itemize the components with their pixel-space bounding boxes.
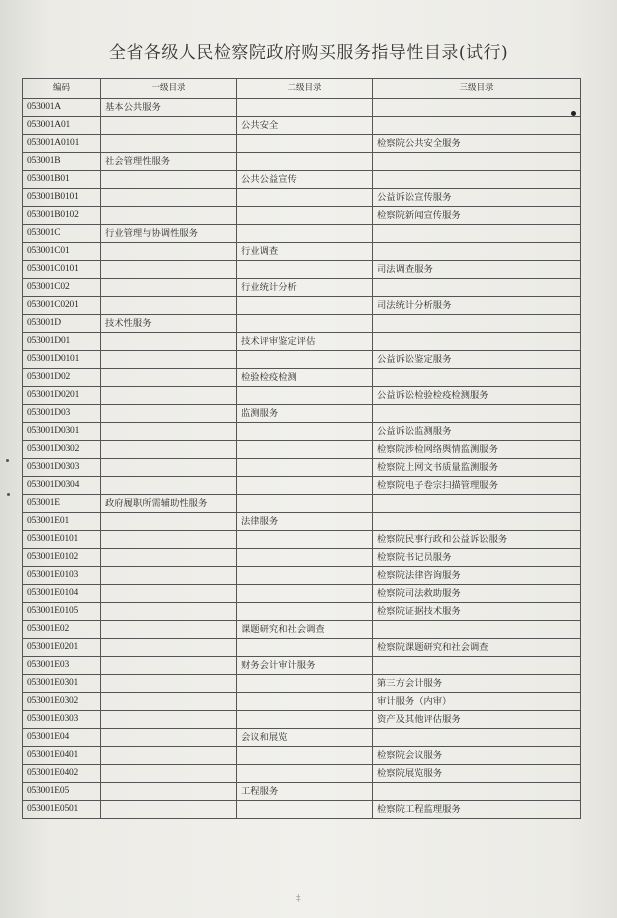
cell-level3 (373, 657, 581, 675)
table-row (23, 531, 581, 549)
table-row (23, 171, 581, 189)
table-row (23, 621, 581, 639)
header-level3: 三级目录 (373, 79, 581, 99)
cell-level3 (373, 225, 581, 243)
table-row (23, 747, 581, 765)
cell-level1 (101, 747, 237, 765)
cell-code: 053001A0101 (23, 135, 101, 153)
cell-level2 (237, 189, 373, 207)
cell-level2 (237, 387, 373, 405)
cell-code: 053001E05 (23, 783, 101, 801)
cell-code: 053001C (23, 225, 101, 243)
cell-code: 053001D01 (23, 333, 101, 351)
cell-code: 053001D0302 (23, 441, 101, 459)
table-row (23, 711, 581, 729)
cell-level3 (373, 279, 581, 297)
cell-level3: 检察院上网文书质量监测服务 (373, 459, 581, 477)
cell-level1 (101, 297, 237, 315)
catalog-body (23, 99, 581, 819)
table-row (23, 315, 581, 333)
cell-level2: 法律服务 (237, 513, 373, 531)
cell-level2 (237, 441, 373, 459)
cell-level1 (101, 783, 237, 801)
table-row (23, 459, 581, 477)
cell-code: 053001E0103 (23, 567, 101, 585)
cell-level2 (237, 693, 373, 711)
cell-level1 (101, 369, 237, 387)
table-row (23, 675, 581, 693)
cell-level3: 检察院证据技术服务 (373, 603, 581, 621)
table-row (23, 117, 581, 135)
cell-code: 053001D (23, 315, 101, 333)
cell-level3: 审计服务（内审） (373, 693, 581, 711)
cell-level2 (237, 567, 373, 585)
cell-level2 (237, 675, 373, 693)
cell-level2: 财务会计审计服务 (237, 657, 373, 675)
cell-level1 (101, 171, 237, 189)
cell-code: 053001C0101 (23, 261, 101, 279)
cell-level1 (101, 279, 237, 297)
cell-level3 (373, 243, 581, 261)
cell-level2 (237, 135, 373, 153)
cell-code: 053001D0301 (23, 423, 101, 441)
cell-code: 053001D0303 (23, 459, 101, 477)
cell-level2 (237, 351, 373, 369)
cell-code: 053001E03 (23, 657, 101, 675)
cell-level2: 行业统计分析 (237, 279, 373, 297)
cell-code: 053001E0501 (23, 801, 101, 819)
cell-level2 (237, 459, 373, 477)
cell-level1: 社会管理性服务 (101, 153, 237, 171)
cell-level3: 检察院涉检网络舆情监测服务 (373, 441, 581, 459)
table-row (23, 513, 581, 531)
cell-level3 (373, 729, 581, 747)
cell-code: 053001E0301 (23, 675, 101, 693)
cell-level3: 公益诉讼鉴定服务 (373, 351, 581, 369)
table-row (23, 549, 581, 567)
table-row (23, 567, 581, 585)
cell-level3: 检察院工程监理服务 (373, 801, 581, 819)
cell-level2 (237, 261, 373, 279)
cell-level1 (101, 441, 237, 459)
table-row (23, 189, 581, 207)
cell-level1 (101, 531, 237, 549)
cell-level3: 司法调查服务 (373, 261, 581, 279)
cell-level1 (101, 657, 237, 675)
table-row (23, 405, 581, 423)
cell-code: 053001E01 (23, 513, 101, 531)
cell-level1 (101, 693, 237, 711)
cell-level2: 工程服务 (237, 783, 373, 801)
cell-level1 (101, 549, 237, 567)
cell-level2 (237, 315, 373, 333)
cell-code: 053001E04 (23, 729, 101, 747)
header-code: 编码 (23, 79, 101, 99)
cell-code: 053001E0401 (23, 747, 101, 765)
cell-code: 053001E0101 (23, 531, 101, 549)
table-row (23, 801, 581, 819)
cell-code: 053001D02 (23, 369, 101, 387)
cell-level2: 监测服务 (237, 405, 373, 423)
cell-code: 053001E0104 (23, 585, 101, 603)
cell-code: 053001A01 (23, 117, 101, 135)
cell-level3: 公益诉讼检验检疫检测服务 (373, 387, 581, 405)
header-level1: 一级目录 (101, 79, 237, 99)
margin-speck (571, 111, 576, 116)
cell-code: 053001B01 (23, 171, 101, 189)
cell-level1 (101, 585, 237, 603)
table-row (23, 225, 581, 243)
cell-level1 (101, 621, 237, 639)
cell-level2: 行业调查 (237, 243, 373, 261)
cell-level3 (373, 369, 581, 387)
cell-level2 (237, 747, 373, 765)
cell-level3 (373, 783, 581, 801)
table-row (23, 99, 581, 117)
cell-level3: 资产及其他评估服务 (373, 711, 581, 729)
cell-level3: 检察院课题研究和社会调查 (373, 639, 581, 657)
cell-code: 053001E0201 (23, 639, 101, 657)
cell-code: 053001C02 (23, 279, 101, 297)
cell-level3: 检察院书记员服务 (373, 549, 581, 567)
cell-code: 053001E0105 (23, 603, 101, 621)
cell-level2 (237, 207, 373, 225)
table-row (23, 279, 581, 297)
table-header-row (23, 79, 581, 99)
cell-code: 053001E0102 (23, 549, 101, 567)
cell-level1 (101, 801, 237, 819)
cell-level2 (237, 711, 373, 729)
cell-level1 (101, 603, 237, 621)
margin-speck (6, 459, 9, 462)
cell-level3: 第三方会计服务 (373, 675, 581, 693)
cell-level1 (101, 675, 237, 693)
cell-code: 053001C0201 (23, 297, 101, 315)
cell-level3: 检察院电子卷宗扫描管理服务 (373, 477, 581, 495)
table-row (23, 657, 581, 675)
cell-code: 053001C01 (23, 243, 101, 261)
table-row (23, 495, 581, 513)
cell-level3 (373, 171, 581, 189)
cell-level1 (101, 261, 237, 279)
cell-level2 (237, 603, 373, 621)
cell-level3: 检察院法律咨询服务 (373, 567, 581, 585)
table-row (23, 783, 581, 801)
cell-code: 053001B0102 (23, 207, 101, 225)
table-row (23, 639, 581, 657)
cell-level2 (237, 99, 373, 117)
table-row (23, 693, 581, 711)
cell-level2: 公共安全 (237, 117, 373, 135)
table-row (23, 423, 581, 441)
cell-level2 (237, 495, 373, 513)
cell-code: 053001E (23, 495, 101, 513)
cell-level2: 检验检疫检测 (237, 369, 373, 387)
table-row (23, 729, 581, 747)
table-row (23, 441, 581, 459)
cell-level2 (237, 801, 373, 819)
cell-level1 (101, 351, 237, 369)
cell-level2: 技术评审鉴定评估 (237, 333, 373, 351)
cell-level1: 政府履职所需辅助性服务 (101, 495, 237, 513)
cell-level1 (101, 387, 237, 405)
cell-level3: 检察院司法救助服务 (373, 585, 581, 603)
cell-code: 053001A (23, 99, 101, 117)
table-row (23, 477, 581, 495)
cell-level3: 检察院公共安全服务 (373, 135, 581, 153)
cell-level1 (101, 639, 237, 657)
cell-level1 (101, 189, 237, 207)
cell-level1: 基本公共服务 (101, 99, 237, 117)
cell-code: 053001B0101 (23, 189, 101, 207)
cell-level1 (101, 729, 237, 747)
cell-level2 (237, 297, 373, 315)
table-row (23, 603, 581, 621)
table-row (23, 351, 581, 369)
cell-level1 (101, 333, 237, 351)
cell-level1 (101, 207, 237, 225)
cell-level3 (373, 315, 581, 333)
cell-level3 (373, 153, 581, 171)
header-level2: 二级目录 (237, 79, 373, 99)
cell-level1 (101, 423, 237, 441)
cell-level1 (101, 135, 237, 153)
table-row (23, 297, 581, 315)
cell-code: 053001E0402 (23, 765, 101, 783)
table-row (23, 369, 581, 387)
cell-level1 (101, 567, 237, 585)
cell-level3 (373, 621, 581, 639)
cell-level3: 检察院新闻宣传服务 (373, 207, 581, 225)
cell-level1 (101, 117, 237, 135)
cell-level3 (373, 513, 581, 531)
cell-level2: 会议和展览 (237, 729, 373, 747)
catalog-table (22, 78, 581, 819)
cell-level1 (101, 405, 237, 423)
cell-code: 053001E02 (23, 621, 101, 639)
cell-level1: 技术性服务 (101, 315, 237, 333)
cell-code: 053001B (23, 153, 101, 171)
cell-level1 (101, 477, 237, 495)
page-title: 全省各级人民检察院政府购买服务指导性目录(试行) (108, 43, 509, 63)
cell-code: 053001D0201 (23, 387, 101, 405)
table-row (23, 387, 581, 405)
cell-level3 (373, 495, 581, 513)
cell-level2 (237, 549, 373, 567)
cell-level3 (373, 99, 581, 117)
table-row (23, 207, 581, 225)
margin-speck (7, 493, 10, 496)
cell-level2: 公共公益宣传 (237, 171, 373, 189)
cell-level3: 检察院展览服务 (373, 765, 581, 783)
table-row (23, 243, 581, 261)
cell-level3: 公益诉讼监测服务 (373, 423, 581, 441)
cell-level1 (101, 513, 237, 531)
cell-level3: 公益诉讼宣传服务 (373, 189, 581, 207)
cell-level3: 检察院民事行政和公益诉讼服务 (373, 531, 581, 549)
cell-level2 (237, 153, 373, 171)
cell-code: 053001D03 (23, 405, 101, 423)
table-row (23, 333, 581, 351)
cell-level2 (237, 423, 373, 441)
table-row (23, 765, 581, 783)
cell-level1 (101, 765, 237, 783)
cell-level2 (237, 225, 373, 243)
cell-level3: 检察院会议服务 (373, 747, 581, 765)
cell-code: 053001E0303 (23, 711, 101, 729)
table-row (23, 135, 581, 153)
table-row (23, 153, 581, 171)
cell-level3 (373, 405, 581, 423)
cell-code: 053001D0304 (23, 477, 101, 495)
cell-level3 (373, 333, 581, 351)
cell-code: 053001D0101 (23, 351, 101, 369)
table-row (23, 261, 581, 279)
cell-level1 (101, 243, 237, 261)
footer-mark: ‡ (296, 894, 301, 904)
table-row (23, 585, 581, 603)
cell-level2 (237, 477, 373, 495)
cell-level1: 行业管理与协调性服务 (101, 225, 237, 243)
cell-code: 053001E0302 (23, 693, 101, 711)
cell-level2 (237, 531, 373, 549)
cell-level1 (101, 459, 237, 477)
cell-level2 (237, 765, 373, 783)
cell-level2 (237, 639, 373, 657)
cell-level3: 司法统计分析服务 (373, 297, 581, 315)
cell-level1 (101, 711, 237, 729)
cell-level2: 课题研究和社会调查 (237, 621, 373, 639)
cell-level2 (237, 585, 373, 603)
cell-level3 (373, 117, 581, 135)
